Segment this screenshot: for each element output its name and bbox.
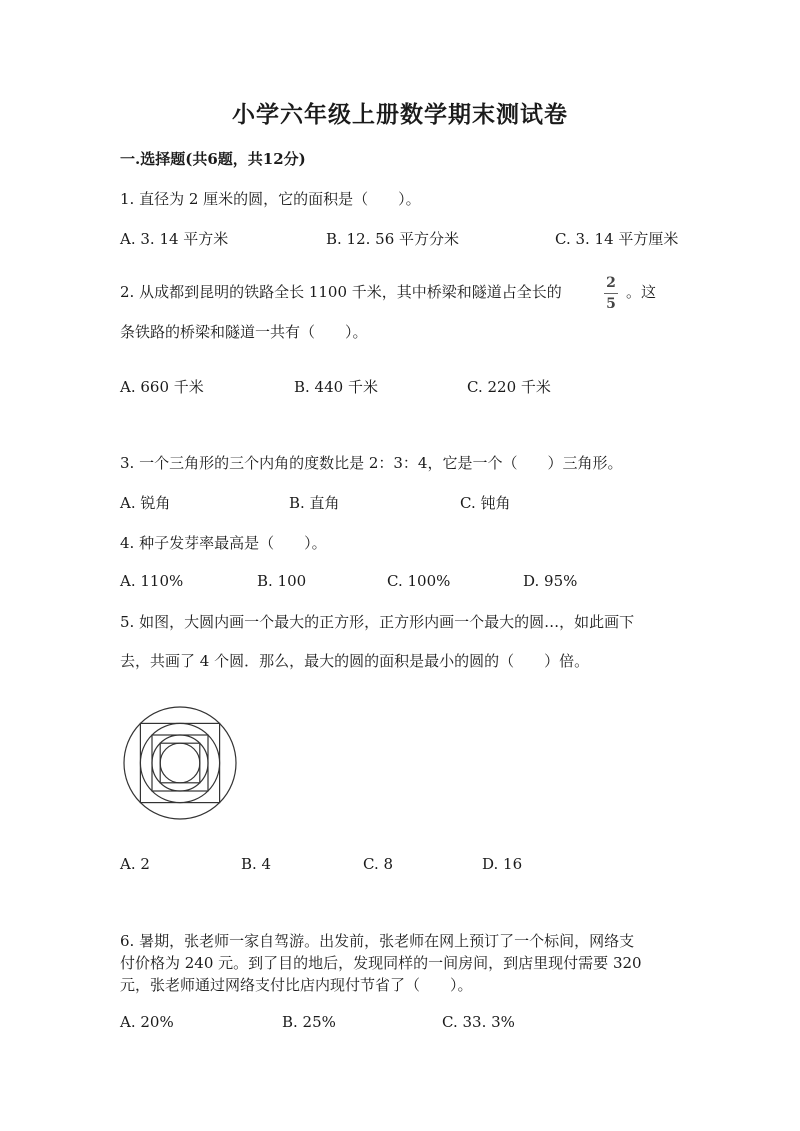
question-2-text-tail: 。这	[626, 283, 657, 301]
q5-option-b: B. 4	[241, 855, 272, 873]
q5-option-d: D. 16	[482, 855, 523, 873]
nested-circles-squares-figure	[120, 703, 240, 823]
q5-option-c: C. 8	[363, 855, 394, 873]
q4-option-b: B. 100	[257, 572, 307, 590]
question-6-text-line3: 元，张老师通过网络支付比店内现付节省了（ ）。	[120, 976, 473, 994]
q5-option-a: A. 2	[120, 855, 150, 873]
q3-option-b: B. 直角	[289, 494, 340, 512]
q1-option-b: B. 12. 56 平方分米	[326, 230, 460, 248]
q1-option-a: A. 3. 14 平方米	[120, 230, 229, 248]
question-6-text-line1: 6. 暑期，张老师一家自驾游。出发前，张老师在网上预订了一个标间，网络支	[120, 932, 635, 950]
q4-option-d: D. 95%	[523, 572, 578, 590]
fraction-two-fifths	[602, 276, 620, 311]
question-5-text-line1: 5. 如图，大圆内画一个最大的正方形，正方形内画一个最大的圆…，如此画下	[120, 613, 635, 631]
q1-option-c: C. 3. 14 平方厘米	[555, 230, 679, 248]
question-6-text-line2: 付价格为 240 元。到了目的地后，发现同样的一间房间，到店里现付需要 320	[120, 954, 642, 972]
q6-option-b: B. 25%	[282, 1013, 336, 1031]
q6-option-c: C. 33. 3%	[442, 1013, 515, 1031]
fraction-denominator: 5	[606, 296, 616, 312]
fraction-bar	[604, 293, 618, 294]
q2-option-b: B. 440 千米	[294, 378, 378, 396]
fraction-numerator: 2	[606, 275, 616, 291]
q2-option-c: C. 220 千米	[467, 378, 551, 396]
q4-option-a: A. 110%	[120, 572, 184, 590]
question-4-text: 4. 种子发芽率最高是（ ）。	[120, 534, 327, 552]
q2-option-a: A. 660 千米	[120, 378, 204, 396]
question-1-text: 1. 直径为 2 厘米的圆，它的面积是（ ）。	[120, 190, 421, 208]
q3-option-c: C. 钝角	[460, 494, 511, 512]
question-5-text-line2: 去，共画了 4 个圆．那么，最大的圆的面积是最小的圆的（ ）倍。	[120, 652, 590, 670]
q6-option-a: A. 20%	[120, 1013, 174, 1031]
q3-option-a: A. 锐角	[120, 494, 171, 512]
question-2-text-line1: 2. 从成都到昆明的铁路全长 1100 千米，其中桥梁和隧道占全长的	[120, 283, 562, 301]
circle-4-smallest	[160, 743, 200, 783]
section-heading: 一.选择题(共6题，共12分)	[120, 150, 306, 168]
q4-option-c: C. 100%	[387, 572, 451, 590]
page-title: 小学六年级上册数学期末测试卷	[232, 101, 568, 128]
question-3-text: 3. 一个三角形的三个内角的度数比是 2：3：4，它是一个（ ）三角形。	[120, 454, 623, 472]
question-2-text-line2: 条铁路的桥梁和隧道一共有（ ）。	[120, 323, 368, 341]
